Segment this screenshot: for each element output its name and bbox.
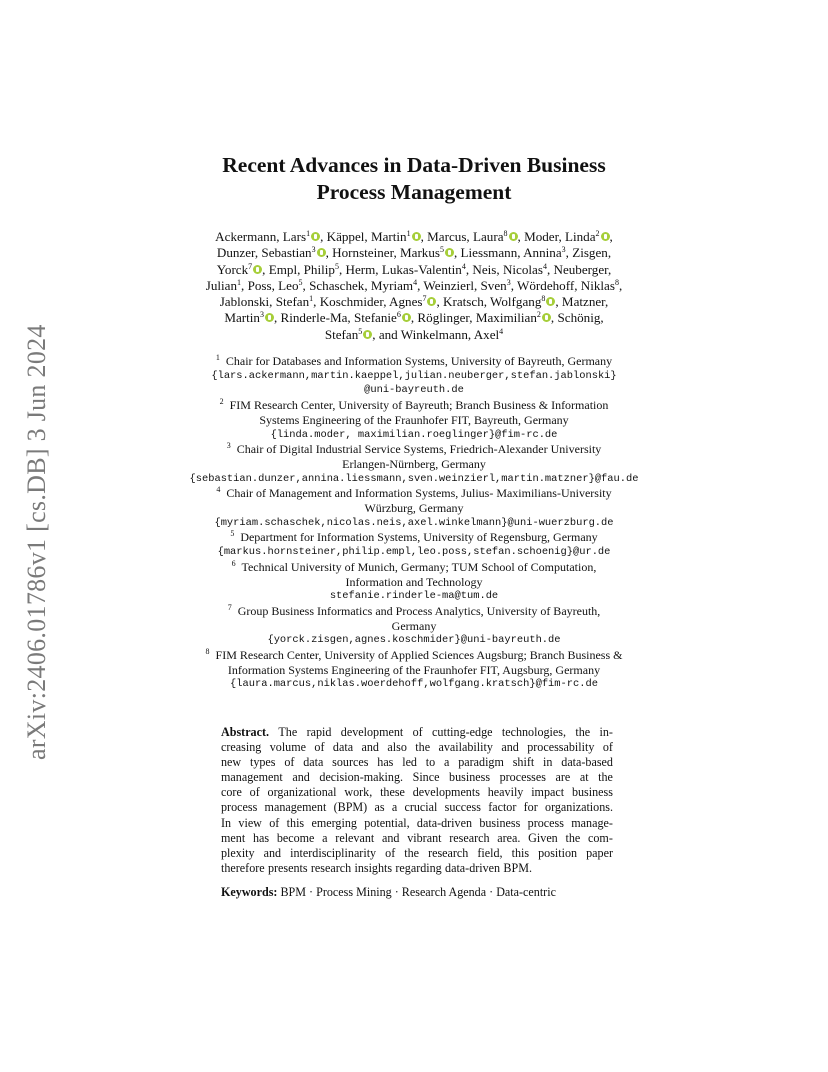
author: Hornsteiner, Markus: [332, 245, 440, 261]
author: Röglinger, Maximilian: [417, 310, 537, 326]
abstract: [221, 725, 613, 876]
orcid-icon[interactable]: [509, 232, 518, 241]
author: Dunzer, Sebastian: [216, 245, 312, 261]
author: Yorck: [216, 261, 249, 277]
author: Martin: [224, 310, 260, 326]
keyword: Research Agenda: [401, 885, 487, 899]
author: Moder, Linda: [524, 229, 596, 244]
affiliation-text: Systems Engineering of the Fraunhofer FIT, Bayreuth, Germany: [259, 412, 569, 427]
affiliation-text: FIM Research Center, University of Bayreuth; Branch Business & Information: [229, 398, 609, 413]
keyword: Process Mining: [316, 885, 392, 899]
email[interactable]: {markus.hornsteiner,philip.empl,leo.poss,stefan.schoenig}@ur.de: [217, 546, 611, 559]
affiliation-text: Erlangen-Nürnberg, Germany: [342, 456, 486, 471]
affiliation-text: Information and Technology: [345, 574, 483, 589]
orcid-icon[interactable]: [253, 265, 262, 274]
affiliation-text: Group Business Informatics and Process Analytics, University of Bayreuth,: [237, 603, 601, 618]
email[interactable]: {laura.marcus,niklas.woerdehoff,wolfgang.kratsch}@fim-rc.de: [230, 678, 598, 691]
author: Koschmider, Agnes: [319, 294, 423, 310]
email[interactable]: {yorck.zisgen,agnes.koschmider}@uni-bayreuth.de: [267, 634, 561, 647]
author: Matzner,: [561, 294, 609, 310]
author: Jablonski, Stefan: [219, 294, 310, 310]
affiliation-text: Department for Information Systems, University of Regensburg, Germany: [240, 530, 598, 545]
affiliation-text: Chair of Digital Industrial Service Systems, Friedrich-Alexander University: [236, 442, 602, 457]
email[interactable]: stefanie.rinderle-ma@tum.de: [329, 590, 499, 603]
affiliation-text: Germany: [391, 618, 437, 633]
affiliation-text: Chair for Databases and Information Systems, University of Bayreuth, Germany: [225, 354, 613, 368]
author: Winkelmann, Axel: [400, 326, 500, 342]
author: Schaschek, Myriam: [309, 277, 414, 293]
author-line: Dunzer, Sebastian$^3$ , Hornsteiner, Markus$^5$ , Liessmann, Annina$^3$, Zisgen,: [216, 245, 612, 261]
abstract-line: plexity and interdisciplinarity of the research field, this position paper: [221, 845, 613, 860]
keyword: Data-centric: [496, 885, 556, 899]
author: Schönig,: [557, 310, 604, 326]
orcid-icon[interactable]: [265, 313, 274, 322]
email[interactable]: {lars.ackermann,martin.kaeppel,julian.neuberger,stefan.jablonski}: [211, 369, 617, 382]
author-line: Yorck$^7$ , Empl, Philip$^5$, Herm, Lukas-Valentin$^4$, Neis, Nicolas$^4$, Neuberger,: [216, 261, 612, 277]
title-line-1: Recent Advances in Data-Driven Business: [222, 153, 606, 177]
abstract-line: core of organizational work, these developments heavily impact business: [221, 785, 613, 800]
orcid-icon[interactable]: [317, 248, 326, 257]
author-list: [168, 229, 660, 343]
abstract-line: In view of this emerging potential, data-driven business process manage-: [221, 815, 613, 830]
author: Neis, Nicolas: [472, 261, 543, 277]
abstract-line: creasing volume of data and also the availability and processability of: [221, 740, 613, 755]
author: Stefan: [324, 326, 359, 342]
author-line: Stefan$^5$ , and Winkelmann, Axel$^4$: [324, 326, 504, 342]
affiliation-text: Information Systems Engineering of the Fraunhofer FIT, Augsburg, Germany: [227, 662, 601, 677]
orcid-icon[interactable]: [445, 248, 454, 257]
author-line: Julian$^1$, Poss, Leo$^5$, Schaschek, Myriam$^4$, Weinzierl, Sven$^3$, Wördehoff, Niklas$^8$,: [205, 277, 623, 293]
author: Käppel, Martin: [326, 229, 407, 244]
abstract-label: Abstract.: [221, 725, 270, 739]
email[interactable]: {sebastian.dunzer,annina.liessmann,sven.weinzierl,martin.matzner}@fau.de: [189, 472, 639, 485]
author: Liessmann, Annina: [460, 245, 562, 261]
orcid-icon[interactable]: [546, 297, 555, 306]
abstract-line: new types of data sources has led to a paradigm shift in data-based: [221, 755, 613, 770]
email[interactable]: {myriam.schaschek,nicolas.neis,axel.winkelmann}@uni-wuerzburg.de: [214, 516, 614, 529]
author: Poss, Leo: [247, 277, 299, 293]
orcid-icon[interactable]: [542, 313, 551, 322]
author-line: Martin$^3$ , Rinderle-Ma, Stefanie$^6$ , Röglinger, Maximilian$^2$ , Schönig,: [224, 310, 604, 326]
abstract-line: process management (BPM) as a crucial success factor for organizations.: [221, 800, 613, 815]
author-line: Jablonski, Stefan$^1$, Koschmider, Agnes$^7$ , Kratsch, Wolfgang$^8$ , Matzner,: [219, 294, 609, 310]
orcid-icon[interactable]: [311, 232, 320, 241]
email[interactable]: {linda.moder, maximilian.roeglinger}@fim-rc.de: [270, 428, 558, 441]
keywords: Keywords: BPM · Process Mining · Research Agenda · Data-centric: [221, 885, 556, 899]
orcid-icon[interactable]: [412, 232, 421, 241]
abstract-line: Abstract. The rapid development of cutting-edge technologies, the in-: [221, 725, 613, 739]
abstract-line: therefore presents research insights regarding data-driven BPM.: [221, 860, 532, 875]
author: Weinzierl, Sven: [423, 277, 507, 293]
keywords-label: Keywords:: [221, 885, 278, 899]
abstract-line: ment has become a relevant and vibrant research area. Given the com-: [221, 830, 613, 845]
author: Empl, Philip: [268, 261, 335, 277]
email[interactable]: @uni-bayreuth.de: [364, 384, 464, 397]
author: Neuberger,: [553, 261, 612, 277]
affiliation-text: Würzburg, Germany: [364, 501, 464, 516]
affiliations: $^1$ Chair for Databases and Information Systems, University of Bayreuth, Germany {lars.ackermann,martin.kaeppel,julian.neuberger,stefan.jablonski} @uni-bayreuth.de $^2$ FIM Research Center, University of Bayreuth; Branch Business & Information Systems Engineering of the Fraunhofer FIT, Bayreuth, Germany {linda.moder, maximilian.roeglinger}@fim-rc.de $^3$ Chair of Digital Industrial Service Systems, Friedrich-Alexander University Erlangen-Nürnberg, Germany {sebastian.dunzer,annina.liessmann,sven.weinzierl,martin.matzner}@fau.de $^4$ Chair of Management and Information Systems, Julius- Maximilians-University Würzburg, Germany {myriam.schaschek,nicolas.neis,axel.winkelmann}@uni-wuerzburg.de $^5$ Department for Information Systems, University of Regensburg, Germany {markus.hornsteiner,philip.empl,leo.poss,stefan.schoenig}@ur.de $^6$ Technical University of Munich, Germany; TUM School of Computation, Information and Technology stefanie.rinderle-ma@tum.de $^7$ Group Business Informatics and Process Analytics, University of Bayreuth, Germany {yorck.zisgen,agnes.koschmider}@uni-bayreuth.de $^8$ FIM Research Center, University of Applied Sciences Augsburg; Branch Business & Information Systems Engineering of the Fraunhofer FIT, Augsburg, Germany {laura.marcus,niklas.woerdehoff,wolfgang.kratsch}@fim-rc.de: [150, 354, 678, 692]
title-line-2: Process Management: [316, 180, 512, 204]
author-line: Ackermann, Lars$^1$ , Käppel, Martin$^1$ , Marcus, Laura$^8$ , Moder, Linda$^2$ ,: [215, 229, 613, 244]
orcid-icon[interactable]: [402, 313, 411, 322]
orcid-icon[interactable]: [427, 297, 436, 306]
affiliation-text: Technical University of Munich, Germany; TUM School of Computation,: [241, 559, 597, 574]
author: Zisgen,: [572, 245, 612, 261]
affiliation-text: FIM Research Center, University of Applied Sciences Augsburg; Branch Business &: [215, 648, 623, 663]
arxiv-identifier: arXiv:2406.01786v1 [cs.DB] 3 Jun 2024: [22, 324, 51, 760]
keyword: BPM: [280, 885, 307, 899]
author: Rinderle-Ma, Stefanie: [280, 310, 397, 326]
author: Ackermann, Lars: [215, 229, 307, 244]
author: Wördehoff, Niklas: [517, 277, 615, 293]
abstract-line: management and decision-making. Since business processes are at the: [221, 770, 613, 785]
orcid-icon[interactable]: [601, 232, 610, 241]
affiliation-text: Chair of Management and Information Systems, Julius- Maximilians-University: [226, 486, 612, 501]
paper-title: [150, 152, 678, 206]
author: Marcus, Laura: [427, 229, 504, 244]
author: Kratsch, Wolfgang: [443, 294, 542, 310]
orcid-icon[interactable]: [363, 330, 372, 339]
author: Herm, Lukas-Valentin: [345, 261, 462, 277]
author: Julian: [205, 277, 238, 293]
